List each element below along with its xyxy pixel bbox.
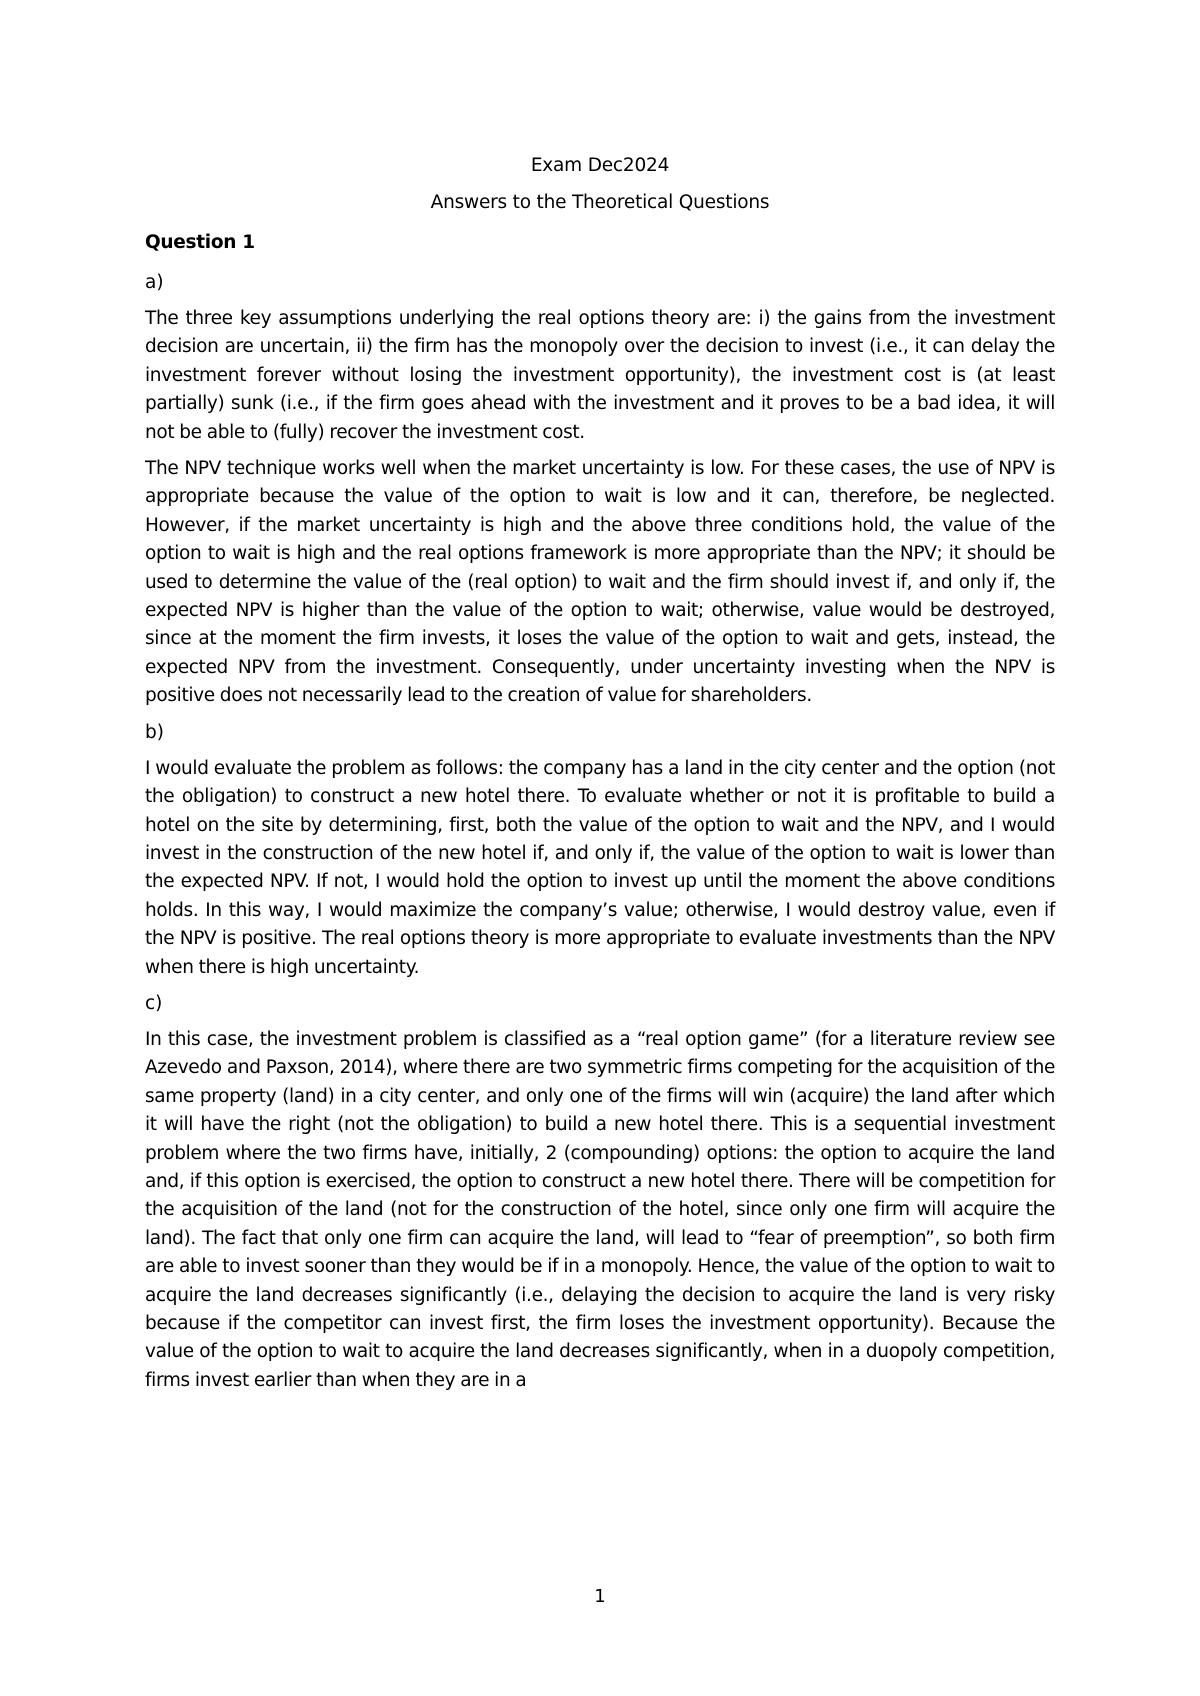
part-c-paragraph-1: In this case, the investment problem is classified as a “real option game” (for a literature review see Azevedo and Paxson, 2014), where there are two symmetric firms competing for the acquisition of the same property (land) in a city center, and only one of the firms will win (acquire) the land after which it will have the right (not the obligation) to build a new hotel there. This is a sequential investment problem where the two firms have, initially, 2 (compounding) options: the option to acquire the land and, if this option is exercised, the option to construct a new hotel there. There will be competition for the acquisition of the land (not for the construction of the hotel, since only one firm will acquire the land). The fact that only one firm can acquire the land, will lead to “fear of preemption”, so both firm are able to invest sooner than they would be if in a monopoly. Hence, the value of the option to wait to acquire the land decreases significantly (i.e., delaying the decision to acquire the land is very risky because if the competitor can invest first, the firm loses the investment opportunity). Because the value of the option to wait to acquire the land decreases significantly, when in a duopoly competition, firms invest earlier than when they are in a (145, 1028, 1055, 1391)
document-body (145, 152, 1055, 1403)
question-heading: Question 1 (145, 232, 255, 253)
part-a-paragraph-2: The NPV technique works well when the market uncertainty is low. For these cases, the use of NPV is appropriate because the value of the option to wait is low and it can, therefore, be neglected. However, if the market uncertainty is high and the above three conditions hold, the value of the option to wait is high and the real options framework is more appropriate than the NPV; it should be used to determine the value of the (real option) to wait and the firm should invest if, and only if, the expected NPV is higher than the value of the option to wait; otherwise, value would be destroyed, since at the moment the firm invests, it loses the value of the option to wait and gets, instead, the expected NPV from the investment. Consequently, under uncertainty investing when the NPV is positive does not necessarily lead to the creation of value for shareholders. (145, 458, 1055, 707)
part-c-label: c) (145, 992, 163, 1014)
page-number: 1 (594, 1586, 606, 1607)
document-title: Exam Dec2024 (530, 155, 670, 176)
part-b-paragraph-1: I would evaluate the problem as follows: the company has a land in the city center and the option (not the obligation) to construct a new hotel there. To evaluate whether or not it is profitable to build a hotel on the site by determining, first, both the value of the option to wait and the NPV, and I would invest in the construction of the new hotel if, and only if, the value of the option to wait is lower than the expected NPV. If not, I would hold the option to invest up until the moment the above conditions holds. In this way, I would maximize the company’s value; otherwise, I would destroy value, even if the NPV is positive. The real options theory is more appropriate to evaluate investments than the NPV when there is high uncertainty. (145, 757, 1055, 978)
document-subtitle: Answers to the Theoretical Questions (430, 192, 770, 213)
part-a-paragraph-1: The three key assumptions underlying the real options theory are: i) the gains from the investment decision are uncertain, ii) the firm has the monopoly over the decision to invest (i.e., it can delay the investment forever without losing the investment opportunity), the investment cost is (at least partially) sunk (i.e., if the firm goes ahead with the investment and it proves to be a bad idea, it will not be able to (fully) recover the investment cost. (145, 308, 1055, 443)
part-a-label: a) (145, 272, 164, 293)
part-b-label: b) (145, 721, 164, 743)
